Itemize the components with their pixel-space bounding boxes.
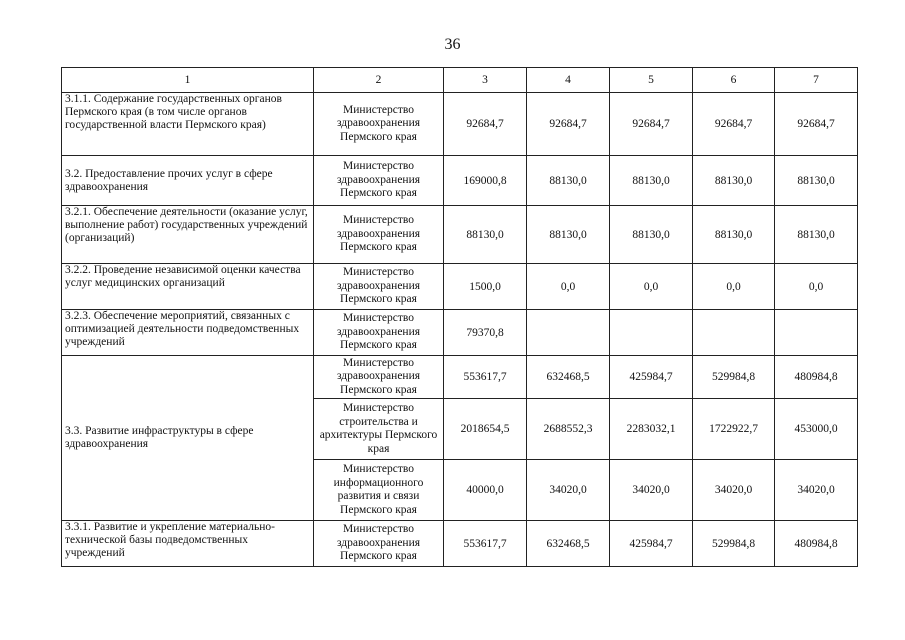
item-name: 3.2. Предоставление прочих услуг в сфере здравоохранения [62,156,314,206]
header-cell: 4 [527,68,610,93]
item-value: 79370,8 [444,310,527,356]
page-number: 36 [444,36,461,53]
item-value: 529984,8 [693,521,775,567]
item-value: 529984,8 [693,356,775,399]
item-value: 425984,7 [610,356,693,399]
item-value: 553617,7 [444,356,527,399]
item-value: 88130,0 [444,206,527,264]
item-value: 632468,5 [527,356,610,399]
item-name: 3.3. Развитие инфраструктуры в сфере здравоохранения [62,356,314,521]
item-name: 3.3.1. Развитие и укрепление материально-технической базы подведомственных учреждений [62,521,314,567]
item-org: Министерство здравоохранения Пермского края [314,356,444,399]
table-row [62,310,858,356]
item-value: 40000,0 [444,460,527,521]
table-row [62,206,858,264]
item-value: 88130,0 [693,206,775,264]
item-value: 92684,7 [775,93,858,156]
item-org: Министерство здравоохранения Пермского края [314,264,444,310]
item-value: 88130,0 [610,156,693,206]
item-value: 34020,0 [527,460,610,521]
item-value: 88130,0 [775,156,858,206]
table-row [62,521,858,567]
item-name: 3.2.3. Обеспечение мероприятий, связанных с оптимизацией деятельности подведомственных учреждений [62,310,314,356]
item-org: Министерство здравоохранения Пермского края [314,156,444,206]
item-value: 1722922,7 [693,399,775,460]
item-value: 0,0 [610,264,693,310]
item-org: Министерство здравоохранения Пермского края [314,310,444,356]
header-cell: 2 [314,68,444,93]
item-value: 2688552,3 [527,399,610,460]
item-value: 88130,0 [693,156,775,206]
header-cell: 1 [62,68,314,93]
item-name: 3.2.1. Обеспечение деятельности (оказание услуг, выполнение работ) государственных учреждений (организаций) [62,206,314,264]
item-value: 92684,7 [610,93,693,156]
item-value: 453000,0 [775,399,858,460]
table-row [62,356,858,399]
item-value [610,310,693,356]
header-row [62,68,858,93]
header-cell: 3 [444,68,527,93]
item-value: 92684,7 [527,93,610,156]
item-value: 480984,8 [775,521,858,567]
item-org: Министерство строительства и архитектуры Пермского края [314,399,444,460]
item-value: 88130,0 [527,206,610,264]
item-value: 34020,0 [775,460,858,521]
item-org: Министерство информационного развития и связи Пермского края [314,460,444,521]
item-value: 169000,8 [444,156,527,206]
table-row [62,264,858,310]
item-value: 88130,0 [775,206,858,264]
header-cell: 7 [775,68,858,93]
item-value: 553617,7 [444,521,527,567]
item-name: 3.2.2. Проведение независимой оценки качества услуг медицинских организаций [62,264,314,310]
item-value: 34020,0 [693,460,775,521]
budget-table [61,67,858,567]
item-value: 92684,7 [444,93,527,156]
item-value [693,310,775,356]
item-value: 0,0 [775,264,858,310]
item-value: 2018654,5 [444,399,527,460]
item-value: 88130,0 [610,206,693,264]
item-value [775,310,858,356]
item-name: 3.1.1. Содержание государственных органов Пермского края (в том числе органов государственной власти Пермского края) [62,93,314,156]
item-value: 425984,7 [610,521,693,567]
item-value: 480984,8 [775,356,858,399]
item-org: Министерство здравоохранения Пермского края [314,206,444,264]
header-cell: 6 [693,68,775,93]
item-value: 0,0 [527,264,610,310]
item-org: Министерство здравоохранения Пермского края [314,93,444,156]
item-value: 0,0 [693,264,775,310]
header-cell: 5 [610,68,693,93]
item-value: 1500,0 [444,264,527,310]
item-value: 632468,5 [527,521,610,567]
item-value: 88130,0 [527,156,610,206]
item-org: Министерство здравоохранения Пермского края [314,521,444,567]
table-row [62,156,858,206]
item-value: 2283032,1 [610,399,693,460]
item-value: 92684,7 [693,93,775,156]
table-row [62,93,858,156]
item-value [527,310,610,356]
item-value: 34020,0 [610,460,693,521]
